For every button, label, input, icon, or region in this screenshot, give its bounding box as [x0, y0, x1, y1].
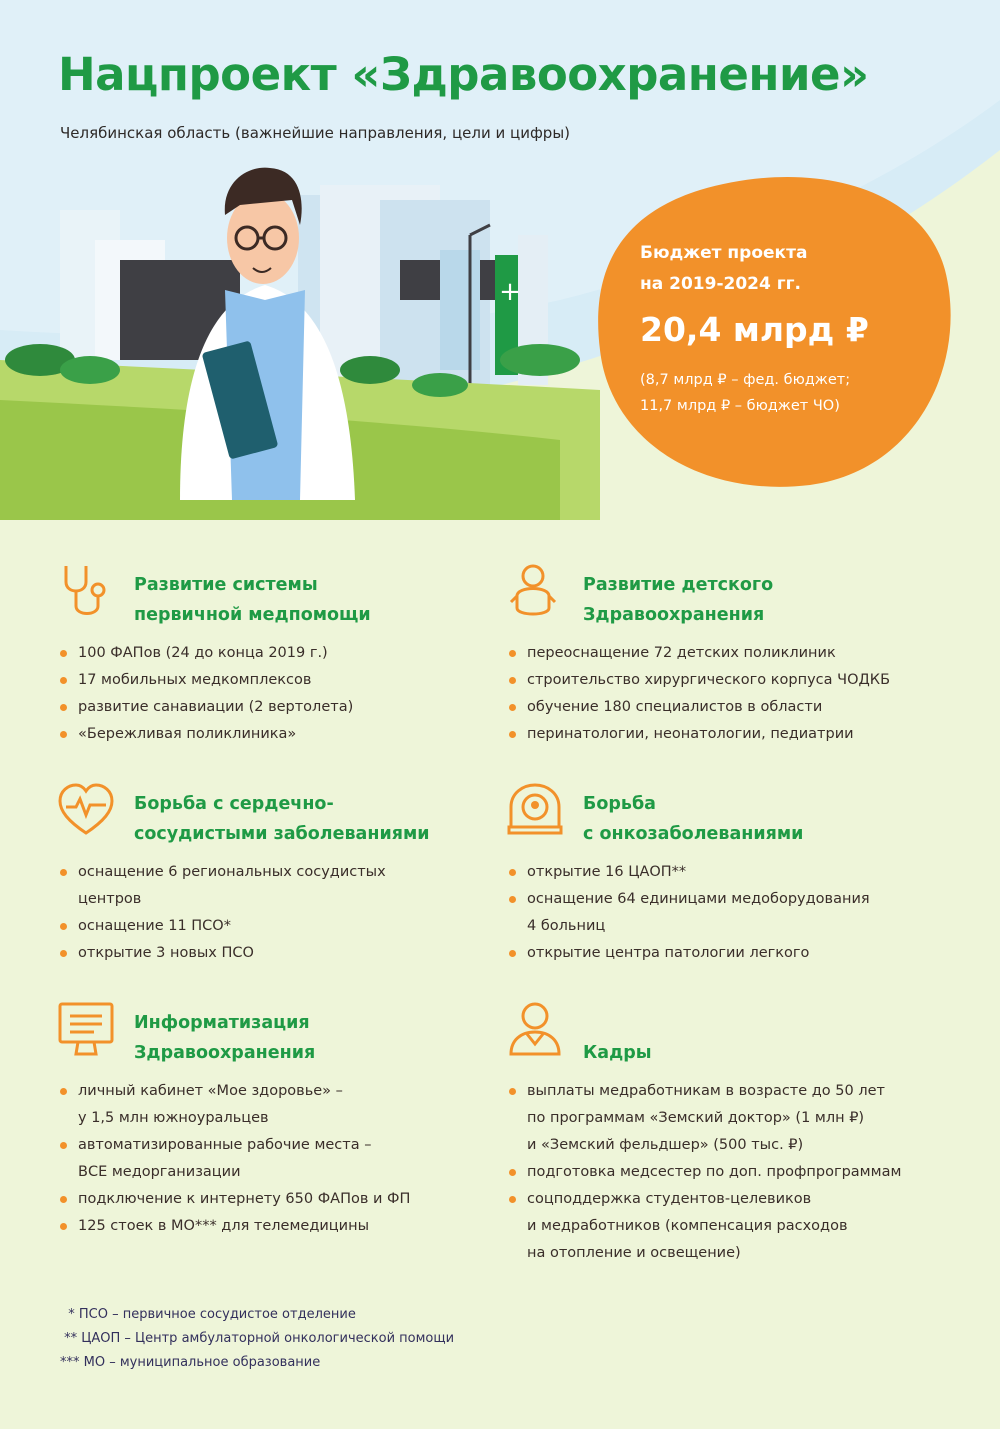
section-title-line2: сосудистыми заболеваниями: [134, 824, 430, 844]
section-cardio: [58, 789, 498, 967]
list-item: подготовка медсестер по доп. профпрограммам: [507, 1159, 947, 1186]
budget-note-federal: (8,7 млрд ₽ – фед. бюджет;: [640, 372, 851, 388]
list-item: открытие 3 новых ПСО: [58, 940, 498, 967]
section-it: [58, 1008, 498, 1240]
stethoscope-icon: [58, 562, 114, 622]
hero-banner: [0, 0, 1000, 520]
section-list: [507, 859, 947, 967]
footnote-mo: *** МО – муниципальное образование: [60, 1355, 321, 1370]
list-item-continuation: и «Земский фельдшер» (500 тыс. ₽): [527, 1137, 804, 1153]
list-item: личный кабинет «Мое здоровье» –: [58, 1078, 498, 1105]
section-list: [507, 640, 947, 748]
section-title-line2: Здравоохранения: [134, 1043, 316, 1063]
footnotes: [60, 1303, 454, 1375]
section-title: [583, 570, 773, 630]
list-item-continuation: ВСЕ медорганизации: [78, 1164, 241, 1180]
section-title-line1: Развитие системы: [134, 575, 318, 595]
section-title-line2: Кадры: [583, 1043, 652, 1063]
section-title: [134, 789, 430, 849]
section-title-line1: Борьба: [583, 794, 656, 814]
section-title: [134, 1008, 315, 1068]
section-list: [58, 640, 498, 748]
list-item: «Бережливая поликлиника»: [58, 721, 498, 748]
list-item-continuation: и медработников (компенсация расходов: [527, 1218, 848, 1234]
list-item-continuation: центров: [78, 891, 142, 907]
footnote-caop: ** ЦАОП – Центр амбулаторной онкологической помощи: [60, 1331, 455, 1346]
section-title: [583, 789, 803, 849]
list-item: перинатологии, неонатологии, педиатрии: [507, 721, 947, 748]
section-title-line2: Здравоохранения: [583, 605, 765, 625]
list-item-continuation: у 1,5 млн южноуральцев: [78, 1110, 269, 1126]
section-title-line1: Информатизация: [134, 1013, 310, 1033]
list-item-continuation: на отопление и освещение): [527, 1245, 741, 1261]
budget-note-regional: 11,7 млрд ₽ – бюджет ЧО): [640, 398, 840, 414]
tomograph-icon: [507, 781, 563, 841]
section-staff: [507, 1008, 947, 1267]
budget-note: [640, 367, 940, 419]
heart-pulse-icon: [58, 781, 114, 841]
list-item: подключение к интернету 650 ФАПов и ФП: [58, 1186, 498, 1213]
list-item: автоматизированные рабочие места –: [58, 1132, 498, 1159]
budget-label: Бюджет проекта: [640, 243, 808, 263]
list-item-continuation: по программам «Земский доктор» (1 млн ₽): [527, 1110, 865, 1126]
budget-period: на 2019-2024 гг.: [640, 274, 801, 294]
section-title-line1: Борьба с сердечно-: [134, 794, 334, 814]
monitor-icon: [58, 1000, 114, 1060]
list-item: соцподдержка студентов-целевиков: [507, 1186, 947, 1213]
footnote-pso: * ПСО – первичное сосудистое отделение: [60, 1307, 356, 1322]
list-item: строительство хирургического корпуса ЧОДКБ: [507, 667, 947, 694]
doctor-icon: [507, 1000, 563, 1060]
list-item: 125 стоек в МО*** для телемедицины: [58, 1213, 498, 1240]
list-item: оснащение 6 региональных сосудистых: [58, 859, 498, 886]
list-item: обучение 180 специалистов в области: [507, 694, 947, 721]
list-item-continuation: 4 больниц: [527, 918, 606, 934]
section-title-line1: Развитие детского: [583, 575, 774, 595]
page-subtitle: Челябинская область (важнейшие направления, цели и цифры): [60, 124, 571, 142]
section-primary-care: [58, 570, 498, 748]
svg-text:+: +: [499, 277, 521, 307]
page-title: Нацпроект «Здравоохранение»: [58, 48, 869, 101]
list-item: оснащение 11 ПСО*: [58, 913, 498, 940]
list-item: переоснащение 72 детских поликлиник: [507, 640, 947, 667]
list-item: открытие центра патологии легкого: [507, 940, 947, 967]
budget-block: [640, 238, 940, 419]
section-title: [134, 570, 371, 630]
section-list: [58, 1078, 498, 1240]
budget-total: 20,4 млрд ₽: [640, 310, 869, 349]
section-list: [507, 1078, 947, 1267]
list-item: 17 мобильных медкомплексов: [58, 667, 498, 694]
list-item: выплаты медработникам в возрасте до 50 лет: [507, 1078, 947, 1105]
baby-icon: [507, 562, 563, 622]
list-item: открытие 16 ЦАОП**: [507, 859, 947, 886]
section-oncology: [507, 789, 947, 967]
section-title: [583, 1038, 652, 1068]
list-item: оснащение 64 единицами медоборудования: [507, 886, 947, 913]
list-item: 100 ФАПов (24 до конца 2019 г.): [58, 640, 498, 667]
section-child-health: [507, 570, 947, 748]
list-item: развитие санавиации (2 вертолета): [58, 694, 498, 721]
section-list: [58, 859, 498, 967]
section-title-line2: с онкозаболеваниями: [583, 824, 804, 844]
section-title-line2: первичной медпомощи: [134, 605, 371, 625]
